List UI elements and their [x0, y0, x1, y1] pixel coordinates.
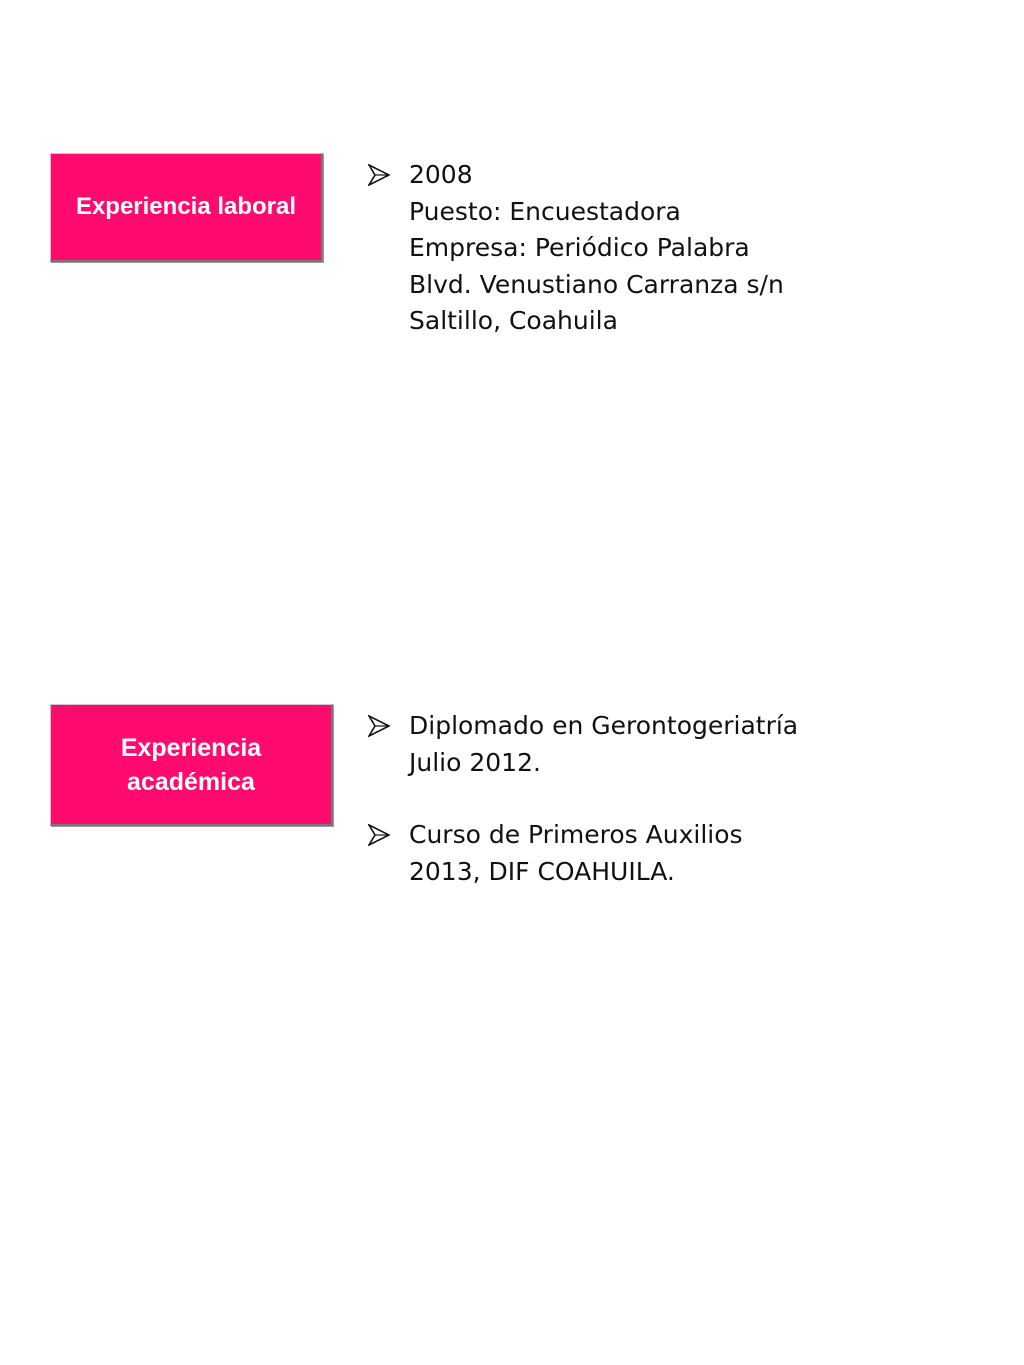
- list-item-diplomado: [368, 708, 798, 781]
- entry-line: Empresa: Periódico Palabra: [409, 233, 750, 262]
- section-label-experiencia-laboral: [50, 153, 323, 262]
- entry-line: Julio 2012.: [409, 747, 541, 777]
- section-label-text: Experiencia laboral: [75, 193, 297, 220]
- arrow-bullet-icon: [368, 715, 390, 737]
- entry-line: Saltillo, Coahuila: [409, 306, 618, 335]
- arrow-bullet-icon: [368, 164, 390, 186]
- list-item-laboral-2008: [368, 157, 784, 340]
- entry-line: 2008: [409, 160, 473, 189]
- arrow-bullet-icon: [368, 824, 390, 846]
- entry-line: Diplomado en Gerontogeriatría: [409, 711, 799, 740]
- entry-line: Blvd. Venustiano Carranza s/n: [409, 269, 784, 299]
- entry-line: Puesto: Encuestadora: [409, 196, 681, 226]
- section-label-text: Experiencia académica: [120, 733, 262, 796]
- entry-line: Curso de Primeros Auxilios: [409, 820, 743, 849]
- entry-line: 2013, DIF COAHUILA.: [409, 856, 675, 886]
- list-item-curso-primeros-auxilios: [368, 817, 743, 890]
- section-label-experiencia-academica: [50, 704, 333, 826]
